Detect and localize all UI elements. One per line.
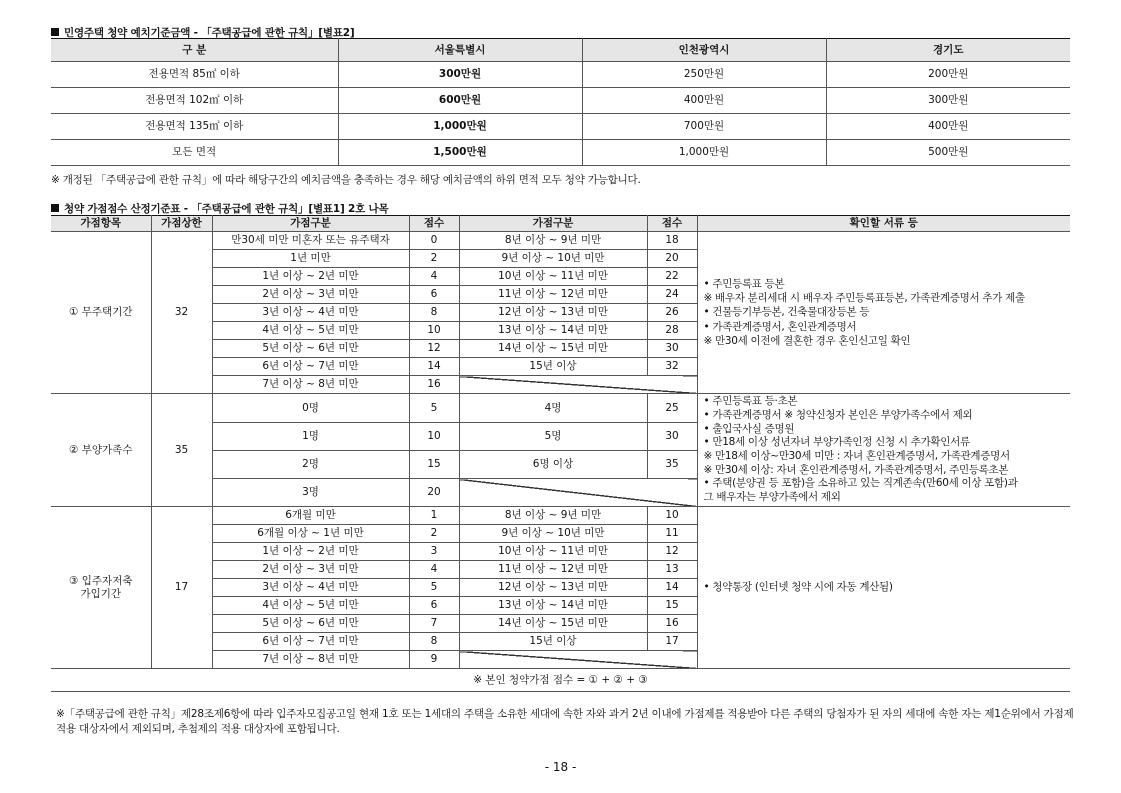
category-cell: 2년 이상 ~ 3년 미만 (212, 286, 409, 304)
max-score: 17 (151, 507, 212, 669)
doc-line: • 출입국사실 증명원 (703, 422, 795, 435)
category-cell: 2명 (212, 451, 409, 479)
seoul-amount: 600만원 (338, 88, 582, 114)
section1-title: 민영주택 청약 예치기준금액 - 「주택공급에 관한 규칙」[별표2] (64, 27, 355, 39)
doc-line: ※ 배우자 분리세대 시 배우자 주민등록표등본, 가족관계증명서 추가 제출 (703, 292, 1025, 305)
category-cell: 7년 이상 ~ 8년 미만 (212, 376, 409, 394)
header-seoul: 서울특별시 (338, 39, 582, 62)
seoul-amount: 1,500만원 (338, 140, 582, 166)
score-cell: 22 (647, 268, 697, 286)
header-incheon: 인천광역시 (582, 39, 826, 62)
category-cell: 10년 이상 ~ 11년 미만 (459, 268, 647, 286)
item-savings-period (51, 507, 151, 669)
category-cell: 15년 이상 (459, 358, 647, 376)
formula-row (51, 669, 1070, 692)
category-cell: 13년 이상 ~ 14년 미만 (459, 597, 647, 615)
table-row (51, 62, 1070, 88)
doc-line: • 가족관계증명서 ※ 청약신청자 본인은 부양가족수에서 제외 (703, 409, 973, 422)
header-max: 가점상한 (151, 216, 212, 232)
header-gyeonggi: 경기도 (826, 39, 1070, 62)
empty-diagonal-cell (459, 479, 697, 507)
category-cell: 0명 (212, 394, 409, 423)
square-bullet-icon (51, 204, 59, 212)
header-documents: 확인할 서류 등 (697, 216, 1070, 232)
max-score: 35 (151, 394, 212, 507)
score-cell: 13 (647, 561, 697, 579)
doc-line: • 청약통장 (인터넷 청약 시에 자동 계산됨) (703, 581, 893, 594)
category-cell: 3년 이상 ~ 4년 미만 (212, 579, 409, 597)
score-cell: 32 (647, 358, 697, 376)
score-cell: 1 (409, 507, 459, 525)
score-cell: 9 (409, 651, 459, 669)
score-cell: 25 (647, 394, 697, 423)
score-cell: 2 (409, 525, 459, 543)
category-cell: 1년 이상 ~ 2년 미만 (212, 543, 409, 561)
header-category-left: 가점구분 (212, 216, 409, 232)
doc-line: • 건물등기부등본, 건축물대장등본 등 (703, 306, 870, 319)
category-cell: 7년 이상 ~ 8년 미만 (212, 651, 409, 669)
score-cell: 4 (409, 561, 459, 579)
category-cell: 6개월 이상 ~ 1년 미만 (212, 525, 409, 543)
empty-diagonal-cell (459, 376, 697, 394)
category-cell: 8년 이상 ~ 9년 미만 (459, 232, 647, 250)
category-cell: 14년 이상 ~ 15년 미만 (459, 340, 647, 358)
table-header-row (51, 39, 1070, 62)
score-cell: 18 (647, 232, 697, 250)
category-cell: 9년 이상 ~ 10년 미만 (459, 250, 647, 268)
category-cell: 5년 이상 ~ 6년 미만 (212, 340, 409, 358)
item-dependents: ② 부양가족수 (51, 394, 151, 507)
header-score-left: 점수 (409, 216, 459, 232)
doc-line: ※ 만18세 이상~만30세 미만 : 자녀 혼인관계증명서, 가족관계증명서 (703, 450, 1010, 462)
score-formula: ※ 본인 청약가점 점수 = ① + ② + ③ (51, 669, 1070, 692)
score-cell: 16 (409, 376, 459, 394)
doc-line: • 주민등록표 등·초본 (703, 395, 798, 408)
category-cell: 5년 이상 ~ 6년 미만 (212, 615, 409, 633)
category-cell: 14년 이상 ~ 15년 미만 (459, 615, 647, 633)
score-cell: 26 (647, 304, 697, 322)
section2-heading (51, 201, 388, 216)
seoul-amount: 300만원 (338, 62, 582, 88)
doc-line: • 주택(분양권 등 포함)을 소유하고 있는 직계존속(만60세 이상 포함)과 (703, 477, 1018, 490)
doc-line: ※ 만30세 이전에 결혼한 경우 혼인신고일 확인 (703, 334, 911, 347)
item-no-home-period: ① 무주택기간 (51, 232, 151, 394)
doc-line: 그 배우자는 부양가족에서 제외 (703, 490, 841, 503)
score-cell: 6 (409, 286, 459, 304)
incheon-amount: 1,000만원 (582, 140, 826, 166)
category-cell: 1년 미만 (212, 250, 409, 268)
score-cell: 10 (409, 322, 459, 340)
category-cell: 13년 이상 ~ 14년 미만 (459, 322, 647, 340)
incheon-amount: 250만원 (582, 62, 826, 88)
score-cell: 10 (647, 507, 697, 525)
score-cell: 14 (409, 358, 459, 376)
doc-line: • 만18세 이상 성년자녀 부양가족인정 신청 시 추가확인서류 (703, 436, 970, 449)
page-number: - 18 - (544, 760, 577, 774)
score-cell: 6 (409, 597, 459, 615)
category-cell: 9년 이상 ~ 10년 미만 (459, 525, 647, 543)
category-cell: 12년 이상 ~ 13년 미만 (459, 304, 647, 322)
score-cell: 4 (409, 268, 459, 286)
incheon-amount: 400만원 (582, 88, 826, 114)
documents-cell (697, 232, 1070, 394)
square-bullet-icon (51, 28, 59, 36)
category-cell: 11년 이상 ~ 12년 미만 (459, 286, 647, 304)
deposit-table (51, 38, 1070, 166)
score-cell: 17 (647, 633, 697, 651)
score-cell: 16 (647, 615, 697, 633)
doc-line: ※ 만30세 이상: 자녀 혼인관계증명서, 가족관계증명서, 주민등록초본 (703, 463, 1009, 476)
doc-line: • 주민등록표 등본 (703, 278, 785, 291)
doc-line: • 가족관계증명서, 혼인관계증명서 (703, 320, 857, 333)
score-cell: 30 (647, 423, 697, 451)
score-cell: 5 (409, 579, 459, 597)
incheon-amount: 700만원 (582, 114, 826, 140)
category-cell: 4명 (459, 394, 647, 423)
score-cell: 5 (409, 394, 459, 423)
gyeonggi-amount: 300만원 (826, 88, 1070, 114)
category-cell: 11년 이상 ~ 12년 미만 (459, 561, 647, 579)
score-cell: 2 (409, 250, 459, 268)
category-cell: 4년 이상 ~ 5년 미만 (212, 597, 409, 615)
table-header-row (51, 216, 1070, 232)
score-cell: 3 (409, 543, 459, 561)
item-label-line: 가입기간 (80, 587, 122, 600)
category-cell: 1년 이상 ~ 2년 미만 (212, 268, 409, 286)
category-cell: 6년 이상 ~ 7년 미만 (212, 633, 409, 651)
header-category: 구 분 (51, 39, 338, 62)
category-cell: 10년 이상 ~ 11년 미만 (459, 543, 647, 561)
score-cell: 12 (647, 543, 697, 561)
header-item: 가점항목 (51, 216, 151, 232)
category-cell: 8년 이상 ~ 9년 미만 (459, 507, 647, 525)
score-cell: 10 (409, 423, 459, 451)
category-cell: 6년 이상 ~ 7년 미만 (212, 358, 409, 376)
documents-cell (697, 507, 1070, 669)
table-row (51, 140, 1070, 166)
score-cell: 15 (647, 597, 697, 615)
section1-note: ※ 개정된 「주택공급에 관한 규칙」에 따라 해당구간의 예치금액을 충족하는 경우 해당 예치금액의 하위 면적 모두 청약 가능합니다. (51, 174, 641, 186)
score-cell: 0 (409, 232, 459, 250)
seoul-amount: 1,000만원 (338, 114, 582, 140)
score-cell: 20 (647, 250, 697, 268)
category-cell: 5명 (459, 423, 647, 451)
table-row (51, 232, 1070, 250)
gyeonggi-amount: 400만원 (826, 114, 1070, 140)
category-cell: 3명 (212, 479, 409, 507)
empty-diagonal-cell (459, 651, 697, 669)
footnote: ※「주택공급에 관한 규칙」제28조제6항에 따라 입주자모집공고일 현재 1호 또는 1세대의 주택을 소유한 세대에 속한 자와 과거 2년 이내에 가점제를 적용받아 다른 주택의 당첨자가 된 자의 세대에 속한 자는 제1순위에서 가점제 적용 대상자에서 제외되며, 추첨제의 적용 대상자에 포함됩니다. (56, 708, 1074, 736)
area-cell: 전용면적 102㎡ 이하 (51, 88, 338, 114)
table-row (51, 88, 1070, 114)
table-row (51, 394, 1070, 423)
score-cell: 15 (409, 451, 459, 479)
item-label-line: ③ 입주자저축 (69, 575, 133, 588)
area-cell: 전용면적 135㎡ 이하 (51, 114, 338, 140)
category-cell: 만30세 미만 미혼자 또는 유주택자 (212, 232, 409, 250)
area-cell: 모든 면적 (51, 140, 338, 166)
max-score: 32 (151, 232, 212, 394)
score-cell: 30 (647, 340, 697, 358)
header-category-right: 가점구분 (459, 216, 647, 232)
section2-title: 청약 가점점수 산정기준표 - 「주택공급에 관한 규칙」[별표1] 2호 나목 (64, 203, 389, 215)
area-cell: 전용면적 85㎡ 이하 (51, 62, 338, 88)
category-cell: 6명 이상 (459, 451, 647, 479)
category-cell: 6개월 미만 (212, 507, 409, 525)
score-cell: 11 (647, 525, 697, 543)
score-cell: 20 (409, 479, 459, 507)
score-cell: 35 (647, 451, 697, 479)
table-row (51, 114, 1070, 140)
score-cell: 8 (409, 633, 459, 651)
category-cell: 4년 이상 ~ 5년 미만 (212, 322, 409, 340)
category-cell: 3년 이상 ~ 4년 미만 (212, 304, 409, 322)
gyeonggi-amount: 200만원 (826, 62, 1070, 88)
header-score-right: 점수 (647, 216, 697, 232)
score-cell: 7 (409, 615, 459, 633)
score-cell: 24 (647, 286, 697, 304)
category-cell: 15년 이상 (459, 633, 647, 651)
score-cell: 12 (409, 340, 459, 358)
score-cell: 28 (647, 322, 697, 340)
score-cell: 14 (647, 579, 697, 597)
table-row (51, 507, 1070, 525)
score-cell: 8 (409, 304, 459, 322)
documents-cell (697, 394, 1070, 507)
score-table (51, 215, 1070, 692)
category-cell: 1명 (212, 423, 409, 451)
category-cell: 12년 이상 ~ 13년 미만 (459, 579, 647, 597)
gyeonggi-amount: 500만원 (826, 140, 1070, 166)
category-cell: 2년 이상 ~ 3년 미만 (212, 561, 409, 579)
